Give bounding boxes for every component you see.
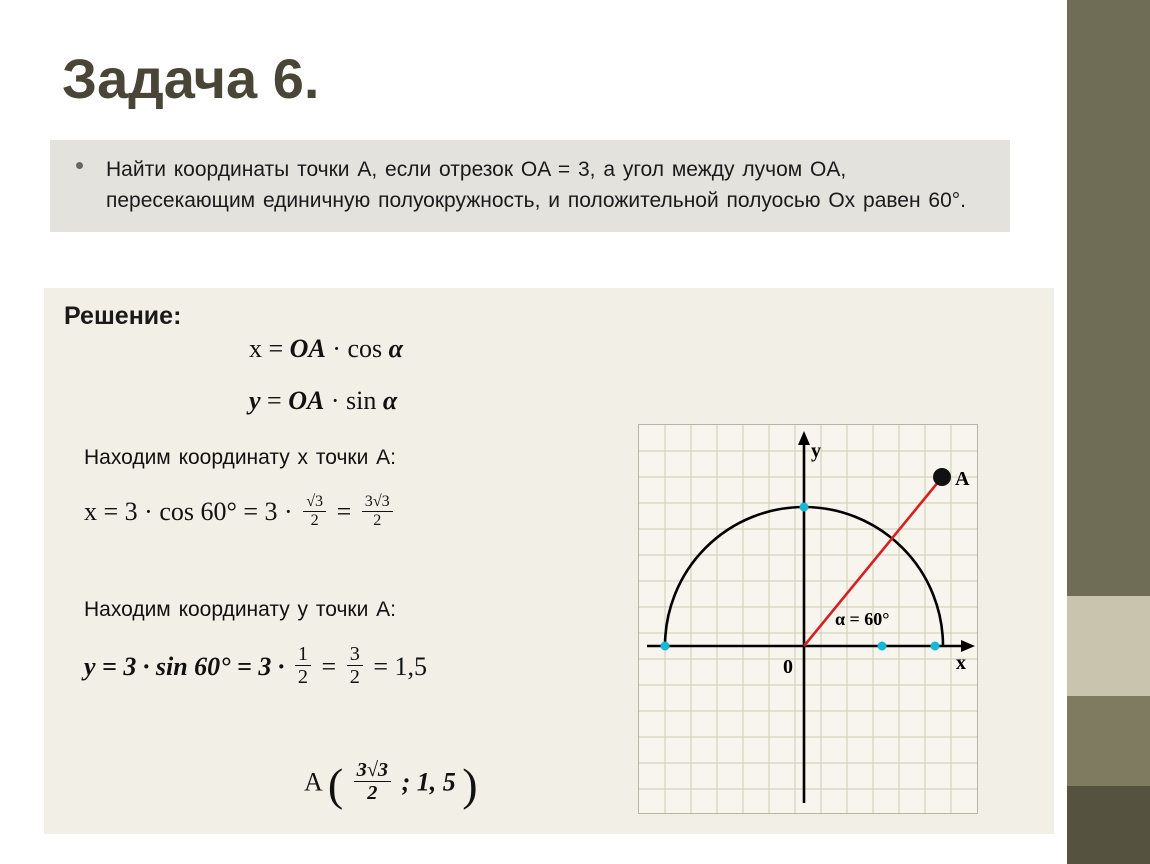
label-find-x: Находим координату x точки A: <box>84 446 397 469</box>
coordinate-graph <box>638 424 978 814</box>
band-segment-2 <box>1067 596 1150 696</box>
equation-x-equals: = <box>336 497 352 527</box>
answer-open-paren: ( <box>327 759 344 810</box>
x-axis-label: x <box>956 652 966 674</box>
equation-y-fraction-2: $\frac{3}{2}$ <box>347 644 363 690</box>
y-axis-label: y <box>811 440 821 462</box>
point-a-label: A <box>955 468 970 490</box>
equation-x-fraction-1: $\frac{√3}{2}$ <box>303 494 326 530</box>
band-segment-1 <box>1067 0 1150 596</box>
answer-separator: ; <box>401 767 411 797</box>
axes <box>647 439 967 803</box>
graph-svg <box>639 425 977 813</box>
equation-y-tail: = 1,5 <box>373 651 427 681</box>
bullet-icon <box>76 162 83 169</box>
equation-y-fraction-1: $\frac{1}{2}$ <box>295 644 311 690</box>
decorative-side-band <box>1067 0 1150 864</box>
equation-y-lead: y = 3 · sin 60° = 3 · <box>84 651 285 681</box>
equation-y-equals: = <box>321 651 337 681</box>
formula-x: x = OA · cos α <box>249 334 404 363</box>
origin-label: 0 <box>783 656 793 678</box>
point-a-dot <box>933 468 951 486</box>
answer-close-paren: ) <box>462 759 478 810</box>
y-axis-arrow <box>798 431 810 445</box>
equation-x-fraction-2: $\frac{3√3}{2}$ <box>362 494 393 530</box>
band-segment-3 <box>1067 696 1150 786</box>
answer-y-value: 1, 5 <box>416 767 456 797</box>
angle-label: α = 60° <box>835 609 890 629</box>
equation-y <box>84 643 427 692</box>
equation-x <box>84 493 397 532</box>
problem-statement <box>50 140 1010 232</box>
problem-statement-text: Найти координаты точки A, если отрезок OA = 3, а угол между лучом OA, пересекающим единичную полуокружность, и положительной полуосью Ox равен 60°. <box>106 158 966 212</box>
marker-top <box>800 503 809 512</box>
band-segment-4 <box>1067 786 1150 864</box>
answer-fraction: $\frac{3√3}{2}$ <box>354 760 391 806</box>
marker-left <box>661 642 670 651</box>
page-title: Задача 6. <box>62 47 320 110</box>
formula-y: y = OA · sin α <box>249 386 398 415</box>
equation-x-lead: x = 3 · cos 60° = 3 · <box>84 497 293 527</box>
final-answer <box>304 758 478 811</box>
x-axis-arrow <box>961 640 975 652</box>
answer-point-label: A <box>304 767 322 797</box>
marker-x1 <box>878 642 887 651</box>
label-find-y: Находим координату y точки A: <box>84 598 397 621</box>
grid-lines <box>639 425 977 813</box>
solution-heading: Решение: <box>64 302 182 330</box>
marker-x2 <box>931 642 940 651</box>
